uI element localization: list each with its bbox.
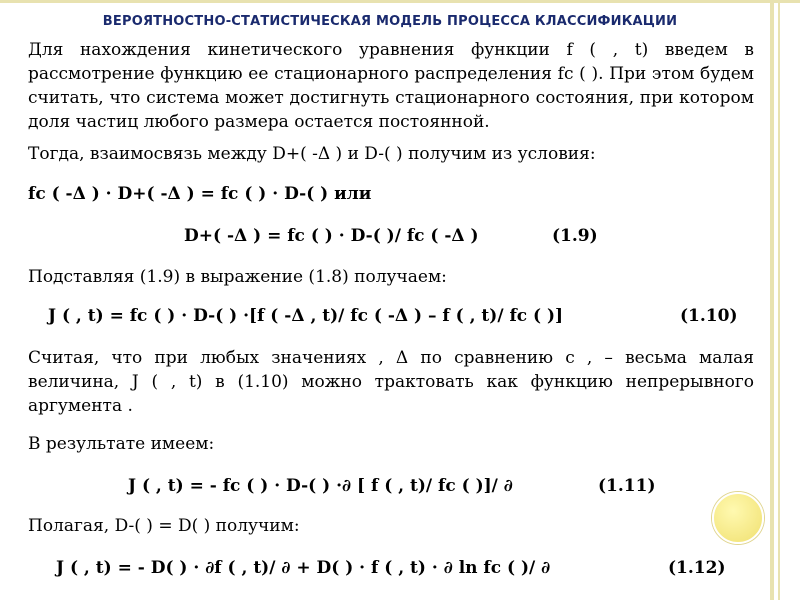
equation-1-10: J ( , t) = fc ( ) · D-( ) ·[f ( -Δ , t)/ fc ( -Δ ) – f ( , t)/ fc ( )]: [48, 306, 564, 326]
right-border-thin: [778, 0, 780, 600]
paragraph-intro: Для нахождения кинетического уравнения функции f ( , t) введем в рассмотрение функцию ее стационарного распределения fc ( ). При этом будем считать, что система может достигнуть стационарного состояния, при котором доля частиц любого размера остается постоянной.: [28, 40, 754, 132]
equation-1-11-number: (1.11): [598, 476, 656, 496]
equation-1-12: J ( , t) = - D( ) · ∂f ( , t)/ ∂ + D( ) · f ( , t) · ∂ ln fc ( )/ ∂: [56, 558, 551, 578]
equation-1-10-number: (1.10): [680, 306, 738, 326]
paragraph-relation: Тогда, взаимосвязь между D+( -Δ ) и D-( ) получим из условия:: [28, 144, 596, 164]
top-border: [0, 0, 800, 3]
paragraph-continuous: Считая, что при любых значениях , Δ по сравнению с , – весьма малая величина, J ( , t) в (1.10) можно трактовать как функцию непрерывного аргумента .: [28, 348, 754, 416]
equation-1-9: D+( -Δ ) = fc ( ) · D-( )/ fc ( -Δ ): [184, 226, 479, 246]
equation-1-11: J ( , t) = - fc ( ) · D-( ) ·∂ [ f ( , t)/ fc ( )]/ ∂: [128, 476, 513, 496]
paragraph-substitute: Подставляя (1.9) в выражение (1.8) получаем:: [28, 267, 447, 287]
slide-title: ВЕРОЯТНОСТНО-СТАТИСТИЧЕСКАЯ МОДЕЛЬ ПРОЦЕССА КЛАССИФИКАЦИИ: [102, 14, 678, 29]
equation-balance: fc ( -Δ ) · D+( -Δ ) = fc ( ) · D-( ) или: [28, 184, 372, 204]
equation-1-9-number: (1.9): [552, 226, 598, 246]
paragraph-assume: Полагая, D-( ) = D( ) получим:: [28, 516, 300, 536]
equation-1-12-number: (1.12): [668, 558, 726, 578]
right-border: [770, 0, 774, 600]
paragraph-result: В результате имеем:: [28, 434, 215, 454]
